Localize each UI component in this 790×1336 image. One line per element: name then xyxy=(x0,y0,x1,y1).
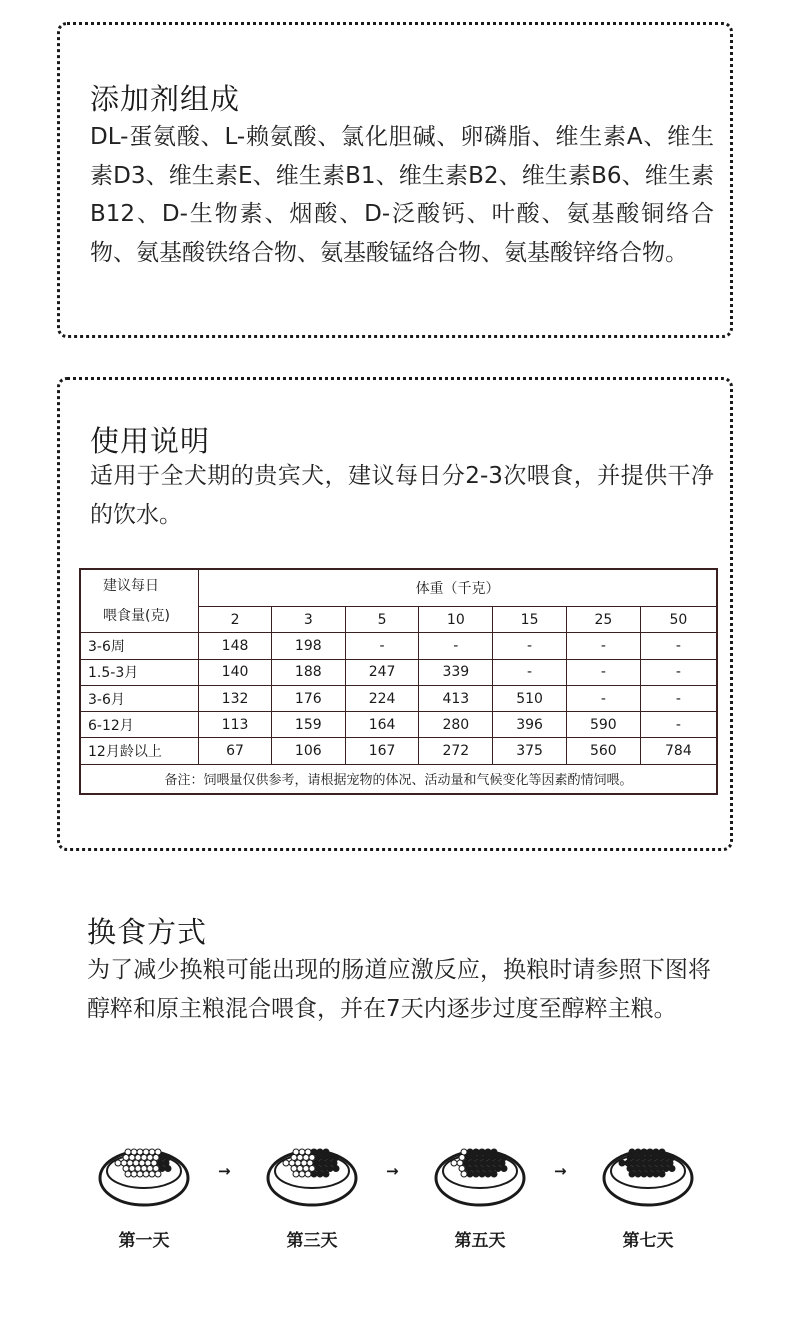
table-cell: - xyxy=(493,633,567,659)
weight-col-15: 15 xyxy=(493,607,567,633)
old-food-kibble xyxy=(305,1171,311,1177)
table-cell: 67 xyxy=(199,738,272,764)
new-food-kibble xyxy=(629,1171,635,1177)
bowl-2 xyxy=(268,1149,356,1205)
bowl-1 xyxy=(100,1149,188,1205)
table-row xyxy=(80,685,717,711)
new-food-kibble xyxy=(659,1171,665,1177)
table-row xyxy=(80,633,717,659)
table-cell: 413 xyxy=(419,685,493,711)
weight-col-25: 25 xyxy=(566,607,640,633)
table-cell: 375 xyxy=(493,738,567,764)
old-food-kibble xyxy=(137,1171,143,1177)
weight-col-10: 10 xyxy=(419,607,493,633)
bowl-3 xyxy=(436,1149,524,1205)
day-label: 第七天 xyxy=(622,1231,674,1251)
table-cell: 159 xyxy=(271,712,345,738)
old-food-kibble xyxy=(149,1171,155,1177)
row-age-label: 3-6周 xyxy=(80,633,199,659)
new-food-kibble xyxy=(485,1171,491,1177)
old-food-kibble xyxy=(115,1160,121,1166)
new-food-kibble xyxy=(669,1166,675,1172)
old-food-kibble xyxy=(155,1171,161,1177)
weight-header: 体重（千克） xyxy=(199,569,717,607)
table-cell: - xyxy=(345,633,419,659)
usage-title: 使用说明 xyxy=(90,424,211,458)
old-food-kibble xyxy=(299,1171,305,1177)
table-cell: - xyxy=(640,659,717,685)
table-cell: 176 xyxy=(271,685,345,711)
old-food-kibble xyxy=(293,1171,299,1177)
table-cell: - xyxy=(640,633,717,659)
weight-col-50: 50 xyxy=(640,607,717,633)
new-food-kibble xyxy=(473,1171,479,1177)
new-food-kibble xyxy=(663,1166,669,1172)
weight-col-5: 5 xyxy=(345,607,419,633)
weight-col-3: 3 xyxy=(271,607,345,633)
feeding-table xyxy=(79,568,718,795)
additives-title: 添加剂组成 xyxy=(90,82,241,116)
table-cell: 247 xyxy=(345,659,419,685)
new-food-kibble xyxy=(333,1166,339,1172)
switch-text: 为了减少换粮可能出现的肠道应激反应，换粮时请参照下图将醇粹和原主粮混合喂食，并在7天内逐步过度至醇粹主粮。 xyxy=(87,957,711,1022)
table-cell: 198 xyxy=(271,633,345,659)
table-cell: 396 xyxy=(493,712,567,738)
corner-line2: 喂食量(克) xyxy=(103,608,170,625)
table-cell: - xyxy=(640,685,717,711)
row-age-label: 3-6月 xyxy=(80,685,199,711)
new-food-kibble xyxy=(495,1166,501,1172)
table-cell: 132 xyxy=(199,685,272,711)
table-cell: 590 xyxy=(566,712,640,738)
table-cell: 167 xyxy=(345,738,419,764)
usage-text: 适用于全犬期的贵宾犬，建议每日分2-3次喂食，并提供干净的饮水。 xyxy=(90,463,714,528)
new-food-kibble xyxy=(501,1166,507,1172)
arrow-icon: → xyxy=(386,1162,399,1180)
arrow-icon: → xyxy=(554,1162,567,1180)
old-food-kibble xyxy=(451,1160,457,1166)
table-cell: 140 xyxy=(199,659,272,685)
table-note: 备注：饲喂量仅供参考，请根据宠物的体况、活动量和气候变化等因素酌情饲喂。 xyxy=(80,764,717,794)
table-cell: - xyxy=(640,712,717,738)
new-food-kibble xyxy=(159,1166,165,1172)
table-cell: - xyxy=(566,685,640,711)
new-food-kibble xyxy=(479,1171,485,1177)
usage-box xyxy=(57,377,733,851)
additives-box xyxy=(57,22,733,338)
additives-text: DL-蛋氨酸、L-赖氨酸、氯化胆碱、卵磷脂、维生素A、维生素D3、维生素E、维生素B1、维生素B2、维生素B6、维生素B12、D-生物素、烟酸、D-泛酸钙、叶酸、氨基酸铜络合物、氨基酸铁络合物、氨基酸锰络合物、氨基酸锌络合物。 xyxy=(90,124,714,266)
old-food-kibble xyxy=(143,1171,149,1177)
table-cell: 272 xyxy=(419,738,493,764)
table-cell: 148 xyxy=(199,633,272,659)
table-cell: 224 xyxy=(345,685,419,711)
table-cell: 510 xyxy=(493,685,567,711)
table-corner-header xyxy=(80,569,199,633)
new-food-kibble xyxy=(635,1171,641,1177)
new-food-kibble xyxy=(647,1171,653,1177)
table-cell: 560 xyxy=(566,738,640,764)
corner-line1: 建议每日 xyxy=(103,578,159,595)
table-cell: 106 xyxy=(271,738,345,764)
arrow-icon: → xyxy=(218,1162,231,1180)
new-food-kibble xyxy=(619,1160,625,1166)
day-label: 第一天 xyxy=(118,1231,170,1251)
table-row xyxy=(80,659,717,685)
table-cell: - xyxy=(566,633,640,659)
weight-col-2: 2 xyxy=(199,607,272,633)
row-age-label: 12月龄以上 xyxy=(80,738,199,764)
table-cell: 339 xyxy=(419,659,493,685)
new-food-kibble xyxy=(653,1171,659,1177)
new-food-kibble xyxy=(317,1171,323,1177)
table-cell: - xyxy=(566,659,640,685)
new-food-kibble xyxy=(491,1171,497,1177)
new-food-kibble xyxy=(641,1171,647,1177)
day-label: 第五天 xyxy=(454,1231,506,1251)
table-cell: 188 xyxy=(271,659,345,685)
table-cell: - xyxy=(419,633,493,659)
old-food-kibble xyxy=(125,1171,131,1177)
table-cell: 784 xyxy=(640,738,717,764)
bowl-4 xyxy=(604,1149,692,1205)
row-age-label: 1.5-3月 xyxy=(80,659,199,685)
table-cell: - xyxy=(493,659,567,685)
table-cell: 113 xyxy=(199,712,272,738)
table-row xyxy=(80,712,717,738)
new-food-kibble xyxy=(467,1171,473,1177)
table-row xyxy=(80,738,717,764)
old-food-kibble xyxy=(283,1160,289,1166)
new-food-kibble xyxy=(165,1166,171,1172)
old-food-kibble xyxy=(461,1171,467,1177)
new-food-kibble xyxy=(311,1171,317,1177)
new-food-kibble xyxy=(327,1166,333,1172)
row-age-label: 6-12月 xyxy=(80,712,199,738)
day-label: 第三天 xyxy=(286,1231,338,1251)
table-cell: 280 xyxy=(419,712,493,738)
new-food-kibble xyxy=(323,1171,329,1177)
switch-title: 换食方式 xyxy=(87,915,208,949)
old-food-kibble xyxy=(131,1171,137,1177)
table-cell: 164 xyxy=(345,712,419,738)
